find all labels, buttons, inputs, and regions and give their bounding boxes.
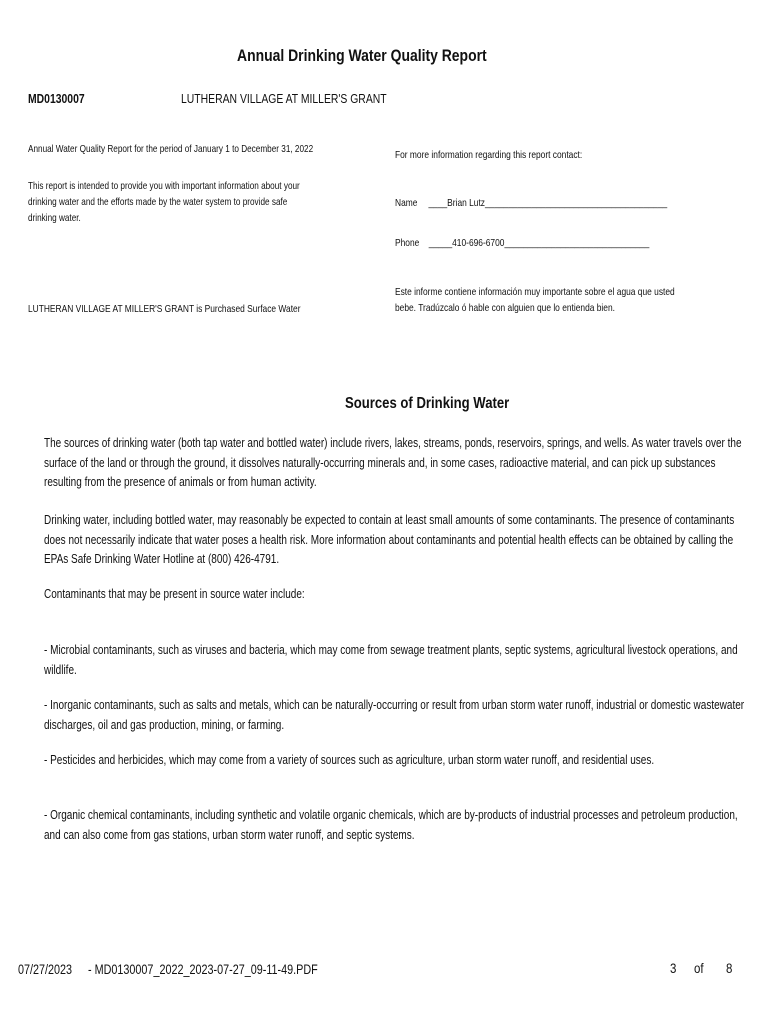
report-title: Annual Drinking Water Quality Report xyxy=(237,46,487,65)
paragraph-line: - Organic chemical contaminants, including synthetic and volatile organic chemicals, which are by-products of industrial processes and petroleum production, xyxy=(44,808,738,822)
paragraph-line: - Microbial contaminants, such as viruses and bacteria, which may come from sewage treatment plants, septic systems, agricultural livestock operations, and xyxy=(44,643,738,657)
paragraph-line: The sources of drinking water (both tap water and bottled water) include rivers, lakes, streams, ponds, reservoirs, springs, and wells. As water travels over the xyxy=(44,436,742,450)
paragraph-line: resulting from the presence of animals or from human activity. xyxy=(44,475,317,489)
sources-paragraph-2 xyxy=(44,511,748,570)
contact-phone-value: _____410-696-6700_______________________________ xyxy=(428,237,650,249)
footer-page-total: 8 xyxy=(726,961,733,976)
report-intro xyxy=(28,178,300,226)
sources-heading: Sources of Drinking Water xyxy=(345,395,510,412)
footer-filename: - MD0130007_2022_2023-07-27_09-11-49.PDF xyxy=(88,962,318,977)
contact-name-row xyxy=(395,197,667,209)
contact-name-value: ____Brian Lutz_______________________________________ xyxy=(428,197,668,209)
spanish-line: Este informe contiene información muy importante sobre el agua que usted xyxy=(395,286,675,298)
contact-name-label: Name xyxy=(395,197,418,209)
contaminant-item-microbial xyxy=(44,641,748,680)
paragraph-line: Drinking water, including bottled water, may reasonably be expected to contain at least small amounts of some contaminants. The presence of contaminants xyxy=(44,513,735,527)
contaminant-item-pesticides xyxy=(44,751,748,771)
spanish-line: bebe. Tradúzcalo ó hable con alguien que lo entienda bien. xyxy=(395,302,615,314)
paragraph-line: discharges, oil and gas production, mining, or farming. xyxy=(44,717,285,732)
contact-phone-label: Phone xyxy=(395,237,420,249)
intro-line: drinking water and the efforts made by the water system to provide safe xyxy=(28,196,288,208)
system-id: MD0130007 xyxy=(28,91,85,106)
paragraph-line: EPAs Safe Drinking Water Hotline at (800) 426-4791. xyxy=(44,552,280,566)
paragraph-line: wildlife. xyxy=(44,662,77,677)
paragraph-line: Contaminants that may be present in source water include: xyxy=(44,587,305,601)
sources-paragraph-3 xyxy=(44,585,748,605)
contaminant-item-organic xyxy=(44,806,748,845)
intro-line: drinking water. xyxy=(28,212,81,224)
footer-page-of: of xyxy=(694,961,704,976)
contact-heading: For more information regarding this report contact: xyxy=(395,149,583,161)
contaminant-item-inorganic xyxy=(44,696,748,735)
footer-page-current: 3 xyxy=(670,961,677,976)
paragraph-line: does not necessarily indicate that water poses a health risk. More information about contaminants and potential health effects can be obtained by calling the xyxy=(44,532,734,547)
report-period: Annual Water Quality Report for the period of January 1 to December 31, 2022 xyxy=(28,143,314,155)
paragraph-line: surface of the land or through the ground, it dissolves naturally-occurring minerals and, in some cases, radioactive material, and can pick up substances xyxy=(44,455,716,470)
contact-phone-row xyxy=(395,237,649,249)
source-type: LUTHERAN VILLAGE AT MILLER'S GRANT is Purchased Surface Water xyxy=(28,303,301,315)
system-name: LUTHERAN VILLAGE AT MILLER'S GRANT xyxy=(181,91,387,106)
sources-paragraph-1 xyxy=(44,434,748,493)
paragraph-line: - Pesticides and herbicides, which may come from a variety of sources such as agriculture, urban storm water runoff, and residential uses. xyxy=(44,753,655,767)
paragraph-line: and can also come from gas stations, urban storm water runoff, and septic systems. xyxy=(44,827,415,842)
intro-line: This report is intended to provide you with important information about your xyxy=(28,180,300,192)
paragraph-line: - Inorganic contaminants, such as salts and metals, which can be naturally-occurring or result from urban storm water runoff, industrial or domestic wastewater xyxy=(44,698,745,712)
footer-date: 07/27/2023 xyxy=(18,962,73,977)
spanish-notice xyxy=(395,284,675,316)
